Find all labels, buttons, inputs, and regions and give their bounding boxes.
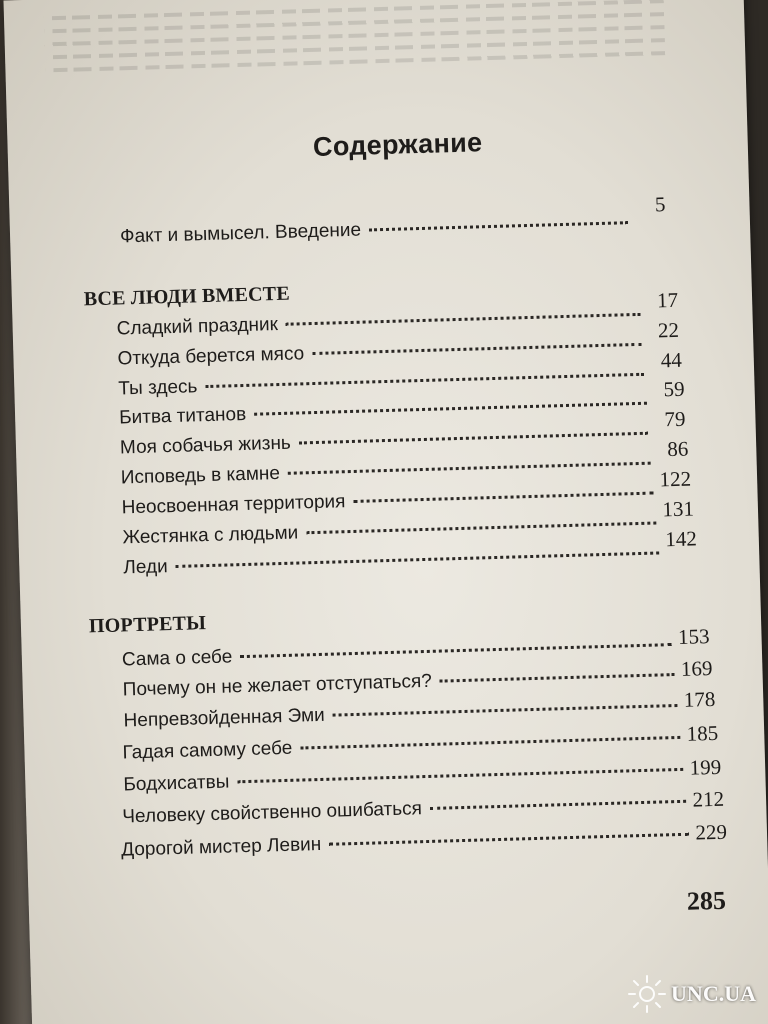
dot-leader bbox=[286, 313, 641, 326]
dot-leader bbox=[176, 551, 660, 568]
toc-entry-page: 86 bbox=[666, 436, 689, 462]
toc-entry-title: Бодхисатвы bbox=[123, 771, 230, 796]
toc-entry-title: Человеку свойственно ошибаться bbox=[122, 798, 423, 828]
dot-leader bbox=[312, 343, 641, 355]
page-number: 285 bbox=[686, 885, 727, 916]
toc-entry-title: Сладкий праздник bbox=[116, 314, 279, 340]
dot-leader bbox=[254, 402, 647, 416]
toc-entry-page: 178 bbox=[683, 686, 716, 712]
toc-entry-page: 59 bbox=[663, 376, 685, 402]
dot-leader bbox=[240, 643, 672, 658]
toc-entry-page: 17 bbox=[656, 287, 679, 313]
dot-leader bbox=[205, 373, 644, 388]
page-title: Содержание bbox=[312, 127, 483, 162]
toc-entry-intro bbox=[119, 192, 666, 248]
toc-entry-title: Дорогой мистер Левин bbox=[120, 833, 322, 861]
section-heading: ПОРТРЕТЫ bbox=[88, 612, 207, 638]
toc-entry-title: Сама о себе bbox=[121, 646, 233, 671]
toc-entry-title: Ты здесь bbox=[118, 376, 198, 400]
dot-leader bbox=[353, 492, 653, 503]
toc-entry-title: Почему он не желает отступаться? bbox=[122, 670, 433, 701]
toc-entry-page: 22 bbox=[657, 317, 680, 343]
sun-logo-icon bbox=[627, 974, 667, 1014]
toc-entry-title: Исповедь в камне bbox=[120, 463, 281, 489]
toc-entry-page: 5 bbox=[654, 192, 666, 217]
toc-entry-title: Жестянка с людьми bbox=[122, 522, 299, 549]
toc-entry-page: 199 bbox=[689, 754, 722, 780]
dot-leader bbox=[430, 800, 686, 810]
section-heading: ВСЕ ЛЮДИ ВМЕСТЕ bbox=[83, 282, 291, 311]
dot-leader bbox=[329, 833, 689, 846]
toc-entry-page: 44 bbox=[660, 347, 683, 373]
toc-entry-title: Факт и вымысел. Введение bbox=[119, 219, 362, 248]
toc-entry-page: 153 bbox=[677, 624, 710, 649]
toc-entry-page: 185 bbox=[686, 720, 719, 746]
dot-leader bbox=[333, 704, 678, 717]
dot-leader bbox=[369, 221, 628, 231]
dot-leader bbox=[306, 522, 656, 535]
toc-entry-page: 122 bbox=[659, 466, 692, 492]
toc-entry-title: Битва титанов bbox=[118, 403, 247, 429]
dot-leader bbox=[440, 673, 675, 683]
toc-entry-title: Леди bbox=[123, 556, 168, 579]
toc-entry-title: Моя собачья жизнь bbox=[119, 432, 292, 459]
toc-entry-title: Откуда берется мясо bbox=[117, 343, 305, 370]
toc-entry-page: 212 bbox=[692, 786, 725, 812]
toc-entry-page: 142 bbox=[664, 526, 698, 552]
toc-entry-title: Неосвоенная территория bbox=[121, 491, 346, 519]
toc-entry-page: 131 bbox=[662, 496, 695, 522]
toc-entry-title: Непревзойденная Эми bbox=[123, 704, 326, 732]
toc-entry-page: 169 bbox=[680, 656, 713, 681]
toc-entry-title: Гадая самому себе bbox=[122, 737, 293, 764]
toc-entry-page: 229 bbox=[695, 819, 728, 845]
toc-entry-page: 79 bbox=[664, 406, 686, 432]
book-page bbox=[3, 0, 768, 1024]
watermark-text: UNC.UA bbox=[671, 981, 756, 1006]
dot-leader bbox=[300, 736, 680, 750]
show-through-text bbox=[44, 0, 666, 87]
dot-leader bbox=[288, 462, 651, 475]
watermark bbox=[627, 974, 756, 1014]
dot-leader bbox=[237, 768, 683, 783]
dot-leader bbox=[299, 432, 648, 445]
